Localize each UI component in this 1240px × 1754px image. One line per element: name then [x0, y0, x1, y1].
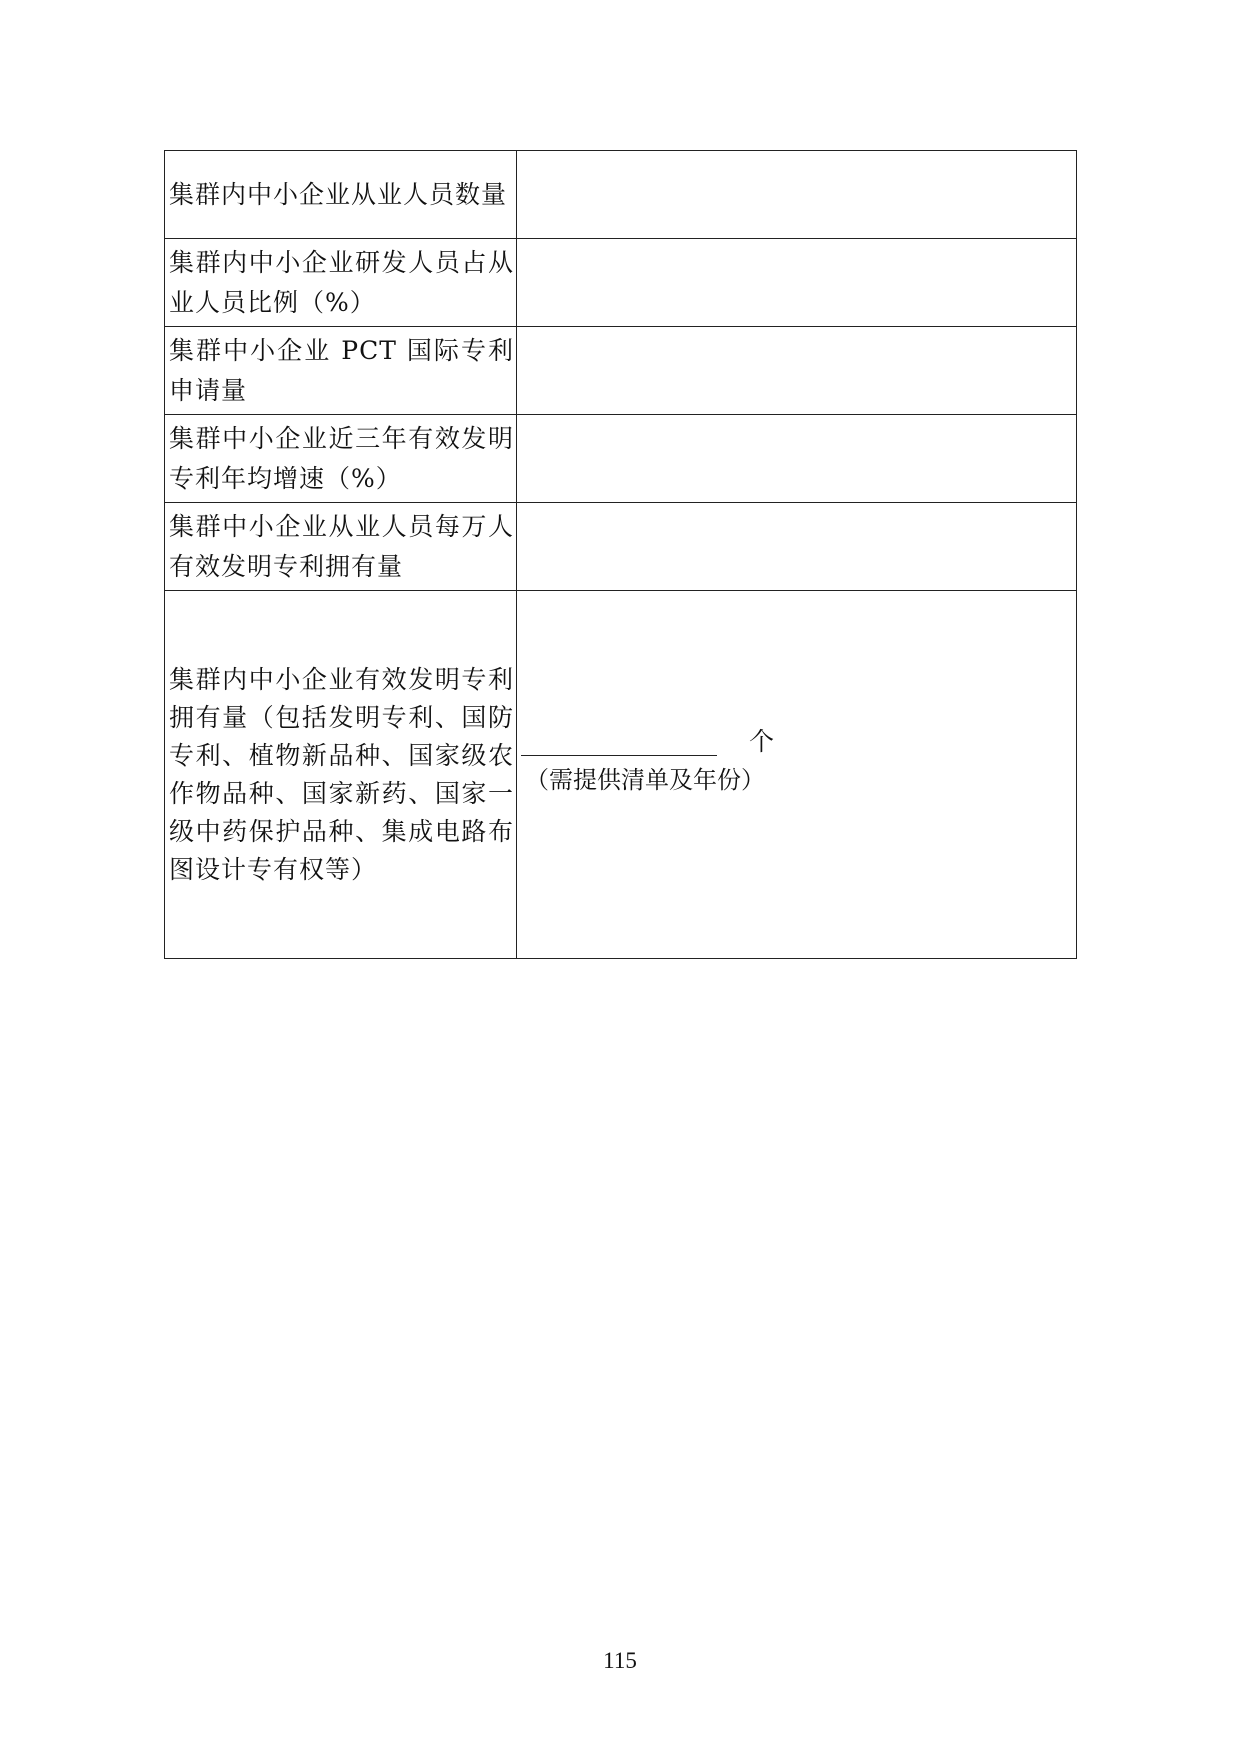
- table-row: [165, 239, 1077, 327]
- row-label-cell: [165, 151, 517, 239]
- table-row: [165, 327, 1077, 415]
- unit-label: 个: [749, 727, 775, 756]
- row-label: 集群内中小企业从业人员数量: [169, 179, 508, 209]
- row-label: 集群中小企业 PCT 国际专利申请量: [169, 335, 514, 405]
- row-value-cell[interactable]: [517, 327, 1077, 415]
- row-value-cell[interactable]: [517, 415, 1077, 503]
- row-label: 集群中小企业近三年有效发明专利年均增速（%）: [169, 423, 514, 493]
- page-number: 115: [603, 1648, 637, 1673]
- table-row: [165, 415, 1077, 503]
- row-value-cell[interactable]: [517, 151, 1077, 239]
- table-row: [165, 503, 1077, 591]
- row-value-cell: [517, 591, 1077, 959]
- row-label-cell: [165, 239, 517, 327]
- list-note: （需提供清单及年份）: [525, 766, 765, 794]
- row-label: 集群内中小企业有效发明专利拥有量（包括发明专利、国防专利、植物新品种、国家级农作物品种、国家新药、国家一级中药保护品种、集成电路布图设计专有权等）: [169, 664, 514, 884]
- row-value-cell[interactable]: [517, 239, 1077, 327]
- row-label-cell: [165, 503, 517, 591]
- row-label-cell: [165, 415, 517, 503]
- patent-count-blank[interactable]: [521, 755, 717, 756]
- table-row: [165, 151, 1077, 239]
- indicator-table: [164, 150, 1077, 959]
- row-label: 集群内中小企业研发人员占从业人员比例（%）: [169, 247, 514, 317]
- row-label-cell: [165, 327, 517, 415]
- row-label-cell: [165, 591, 517, 959]
- row-value-cell[interactable]: [517, 503, 1077, 591]
- table-row: [165, 591, 1077, 959]
- row-label: 集群中小企业从业人员每万人有效发明专利拥有量: [169, 511, 514, 581]
